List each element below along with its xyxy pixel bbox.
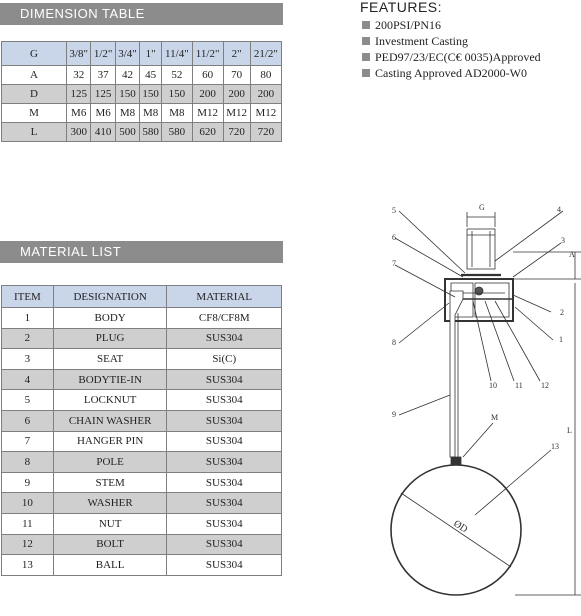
material-table-row (2, 349, 282, 370)
material-table-row (2, 452, 282, 473)
dim-l-label: L (567, 426, 572, 435)
dimension-cell: M8 (162, 104, 193, 123)
dimension-cell: A (2, 66, 67, 85)
material-cell: 10 (2, 493, 54, 514)
part-number-7: 7 (392, 259, 396, 268)
material-cell: 7 (2, 431, 54, 452)
material-table-header-row (2, 286, 282, 308)
feature-item: Investment Casting (362, 33, 541, 49)
bullet-square-icon (362, 21, 370, 29)
material-cell: SUS304 (167, 390, 282, 411)
material-cell: 1 (2, 308, 54, 329)
material-header-cell: DESIGNATION (53, 286, 167, 308)
dimension-cell: M8 (115, 104, 139, 123)
dimension-cell: M6 (91, 104, 115, 123)
dimension-cell: 300 (67, 123, 91, 142)
material-table-row (2, 431, 282, 452)
material-table-row (2, 534, 282, 555)
material-cell: 2 (2, 328, 54, 349)
feature-item: 200PSI/PN16 (362, 17, 541, 33)
material-cell: CF8/CF8M (167, 308, 282, 329)
dimension-cell: 150 (140, 85, 162, 104)
part-number-8: 8 (392, 338, 396, 347)
part-number-11: 11 (515, 381, 523, 390)
material-cell: SUS304 (167, 534, 282, 555)
dimension-cell: 60 (192, 66, 223, 85)
dimension-header-cell: 1/2" (91, 42, 115, 66)
part-number-6: 6 (392, 233, 396, 242)
dimension-cell: 410 (91, 123, 115, 142)
material-list-table (1, 285, 282, 576)
material-cell: CHAIN WASHER (53, 410, 167, 431)
dimension-cell: M12 (250, 104, 281, 123)
material-cell: 3 (2, 349, 54, 370)
feature-item: Casting Approved AD2000-W0 (362, 65, 541, 81)
material-cell: 9 (2, 472, 54, 493)
material-table-row (2, 410, 282, 431)
material-cell: STEM (53, 472, 167, 493)
dimension-cell: M (2, 104, 67, 123)
bullet-square-icon (362, 69, 370, 77)
dimension-cell: 580 (162, 123, 193, 142)
dimension-table-header: DIMENSION TABLE (0, 3, 283, 25)
material-cell: SUS304 (167, 369, 282, 390)
material-table-row (2, 390, 282, 411)
part-number-3: 3 (561, 236, 565, 245)
material-cell: 4 (2, 369, 54, 390)
dimension-cell: 500 (115, 123, 139, 142)
material-cell: BODY (53, 308, 167, 329)
material-cell: 8 (2, 452, 54, 473)
dimension-cell: M12 (223, 104, 250, 123)
dimension-cell: 125 (91, 85, 115, 104)
material-cell: 5 (2, 390, 54, 411)
dimension-table-header-row (2, 42, 282, 66)
dim-m-label: M (491, 413, 499, 422)
material-cell: 12 (2, 534, 54, 555)
dimension-cell: 200 (223, 85, 250, 104)
material-cell: 6 (2, 410, 54, 431)
material-cell: NUT (53, 513, 167, 534)
material-header-cell: ITEM (2, 286, 54, 308)
dimension-header-cell: 1" (140, 42, 162, 66)
features-list (362, 17, 541, 81)
dimension-cell: L (2, 123, 67, 142)
dimension-table-row (2, 123, 282, 142)
material-cell: LOCKNUT (53, 390, 167, 411)
material-cell: BODYTIE-IN (53, 369, 167, 390)
material-table-row (2, 328, 282, 349)
material-cell: SUS304 (167, 472, 282, 493)
material-cell: 13 (2, 555, 54, 576)
dimension-header-cell: 3/4" (115, 42, 139, 66)
material-cell: SUS304 (167, 555, 282, 576)
part-number-13: 13 (551, 442, 559, 451)
dimension-cell: M6 (67, 104, 91, 123)
dim-g-label: G (479, 203, 485, 212)
dimension-cell: 70 (223, 66, 250, 85)
dimension-cell: 720 (223, 123, 250, 142)
feature-item: PED97/23/EC(C€ 0035)Approved (362, 49, 541, 65)
material-table-row (2, 472, 282, 493)
dimension-header-cell: G (2, 42, 67, 66)
material-cell: SUS304 (167, 513, 282, 534)
dimension-cell: M8 (140, 104, 162, 123)
part-number-4: 4 (557, 205, 561, 214)
part-number-1: 1 (559, 335, 563, 344)
material-table-row (2, 369, 282, 390)
material-cell: SUS304 (167, 452, 282, 473)
part-number-5: 5 (392, 206, 396, 215)
dimension-cell: 37 (91, 66, 115, 85)
material-table-row (2, 555, 282, 576)
material-cell: SUS304 (167, 328, 282, 349)
material-cell: SUS304 (167, 493, 282, 514)
features-title: FEATURES: (360, 0, 443, 15)
dimension-table-row (2, 66, 282, 85)
float-valve-technical-drawing (355, 195, 581, 616)
dimension-cell: D (2, 85, 67, 104)
bullet-square-icon (362, 37, 370, 45)
material-cell: WASHER (53, 493, 167, 514)
dimension-table-row (2, 85, 282, 104)
bullet-square-icon (362, 53, 370, 61)
dimension-cell: 200 (192, 85, 223, 104)
material-table-row (2, 493, 282, 514)
dimension-header-cell: 11/2" (192, 42, 223, 66)
material-cell: PLUG (53, 328, 167, 349)
material-cell: Si(C) (167, 349, 282, 370)
dimension-cell: 32 (67, 66, 91, 85)
dimension-cell: M12 (192, 104, 223, 123)
material-cell: POLE (53, 452, 167, 473)
dimension-cell: 125 (67, 85, 91, 104)
material-cell: 11 (2, 513, 54, 534)
part-number-10: 10 (489, 381, 497, 390)
dimension-cell: 150 (162, 85, 193, 104)
dim-a-label: A (569, 250, 575, 259)
dimension-cell: 42 (115, 66, 139, 85)
dimension-header-cell: 11/4" (162, 42, 193, 66)
dimension-header-cell: 3/8" (67, 42, 91, 66)
dimension-table-row (2, 104, 282, 123)
material-cell: SUS304 (167, 431, 282, 452)
dimension-cell: 150 (115, 85, 139, 104)
dimension-cell: 52 (162, 66, 193, 85)
material-header-cell: MATERIAL (167, 286, 282, 308)
dimension-cell: 200 (250, 85, 281, 104)
material-table-row (2, 308, 282, 329)
material-cell: BOLT (53, 534, 167, 555)
dimension-cell: 45 (140, 66, 162, 85)
diameter-label: ØD (451, 518, 470, 536)
dimension-header-cell: 2" (223, 42, 250, 66)
dimension-cell: 620 (192, 123, 223, 142)
inlet-thread (461, 229, 501, 275)
material-table-row (2, 513, 282, 534)
part-number-2: 2 (560, 308, 564, 317)
dimension-table (1, 41, 282, 142)
material-cell: HANGER PIN (53, 431, 167, 452)
material-list-header: MATERIAL LIST (0, 241, 283, 263)
material-cell: SEAT (53, 349, 167, 370)
dimension-cell: 580 (140, 123, 162, 142)
part-number-12: 12 (541, 381, 549, 390)
dimension-cell: 720 (250, 123, 281, 142)
dimension-header-cell: 21/2" (250, 42, 281, 66)
material-cell: BALL (53, 555, 167, 576)
part-number-9: 9 (392, 410, 396, 419)
dimension-cell: 80 (250, 66, 281, 85)
material-cell: SUS304 (167, 410, 282, 431)
